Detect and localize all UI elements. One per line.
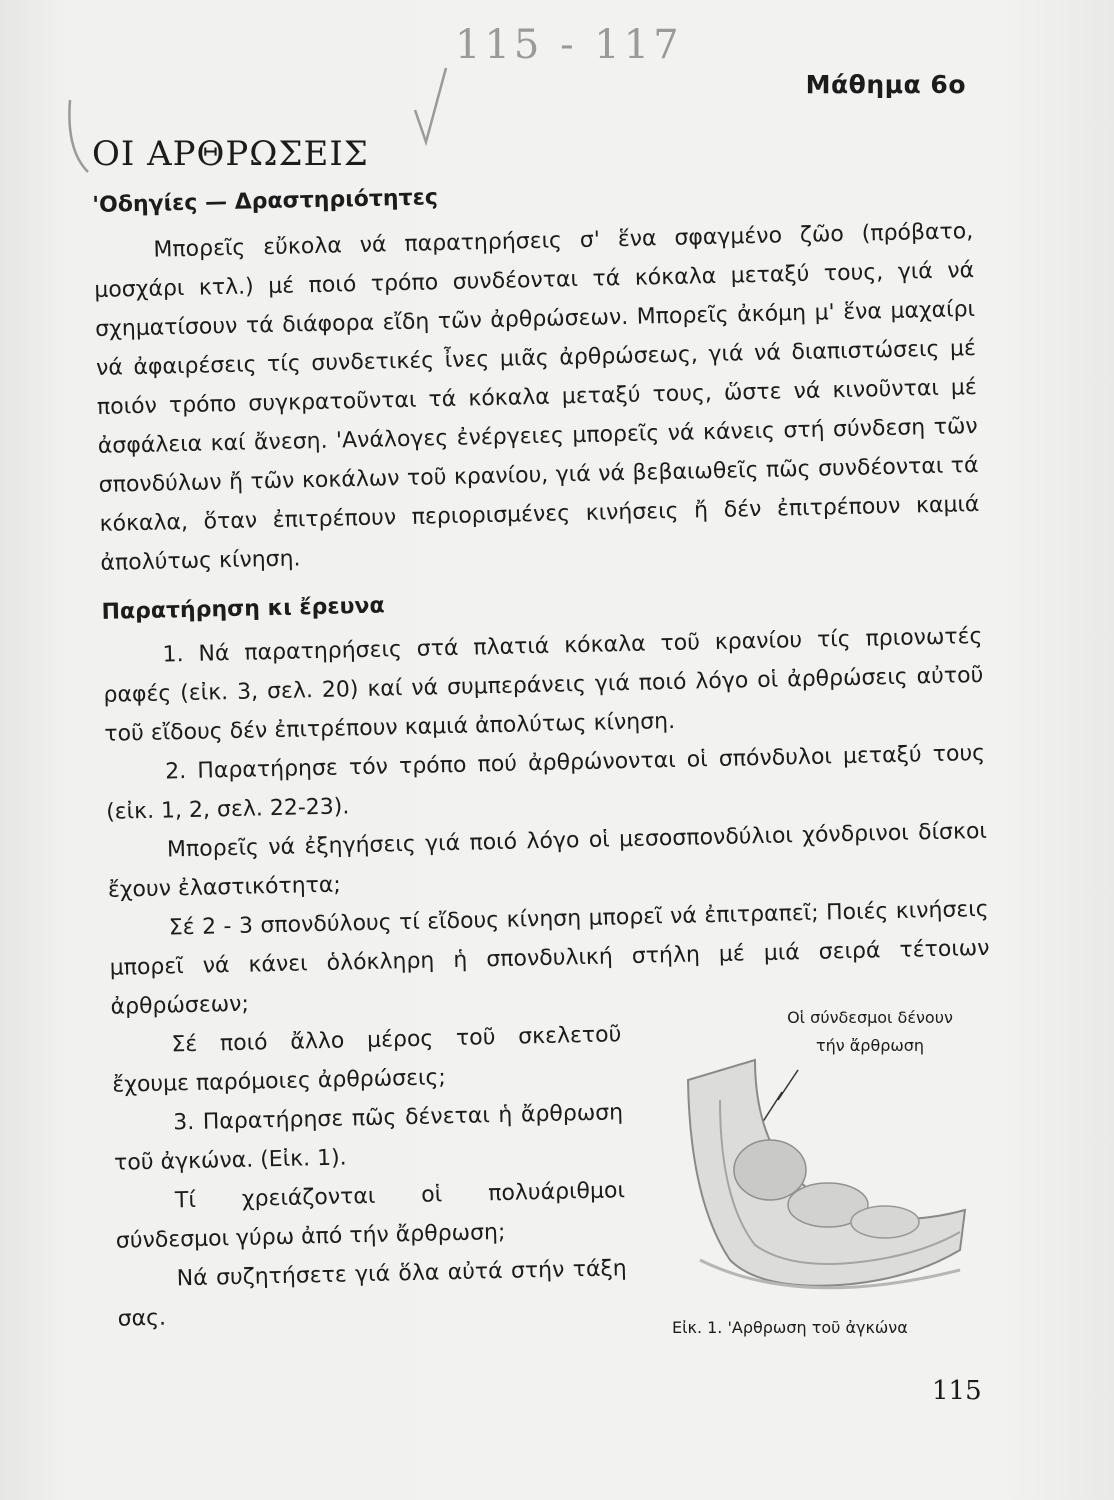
section-heading-observation: Παρατήρηση κι ἔρευνα — [101, 593, 385, 625]
observation-question: Τί χρειάζονται οἱ πολυάριθμοι σύνδεσμοι γύρω ἀπό τήν ἄρθρωση; — [115, 1178, 626, 1254]
observation-question: Σέ ποιό ἄλλο μέρος τοῦ σκελετοῦ ἔχουμε παρόμοιες ἀρθρώσεις; — [112, 1022, 622, 1098]
figure-label — [760, 1004, 980, 1060]
page-title: ΟΙ ΑΡΘΡΩΣΕΙΣ — [92, 134, 369, 174]
observation-item-1: 1. Νά παρατηρήσεις στά πλατιά κόκαλα τοῦ κρανίου τίς πριονωτές ραφές (εἰκ. 3, σελ. 20) καί νά συμπεράνεις γιά ποιό λόγο οἱ ἀρθρώσεις αὐτοῦ τοῦ εἴδους δέν ἐπιτρέπουν καμιά ἀπολύτως κίνηση. — [103, 623, 984, 747]
observation-item-2: 2. Παρατήρησε τόν τρόπο πού ἀρθρώνονται οἱ σπόνδυλοι μεταξύ τους (εἰκ. 1, 2, σελ. 22-23). — [105, 740, 986, 825]
figure-caption: Εἰκ. 1. 'Αρθρωση τοῦ ἀγκώνα — [672, 1318, 908, 1337]
section-heading-instructions: 'Οδηγίες — Δραστηριότητες — [92, 185, 439, 218]
handwritten-page-note: 115 - 117 — [455, 22, 683, 68]
page-number: 115 — [932, 1376, 982, 1406]
lesson-number: Μάθημα 6ο — [805, 70, 966, 99]
figure-label-line: Οἱ σύνδεσμοι δένουν — [787, 1008, 953, 1027]
instructions-paragraph: Μπορεῖς εὔκολα νά παρατηρήσεις σ' ἕνα σφαγμένο ζῶο (πρόβατο, μοσχάρι κτλ.) μέ ποιό τρόπο συνδέονται τά κόκαλα μεταξύ τους, γιά νά σχηματίσουν τά διάφορα εἴδη τῶν ἀρθρώσεων. Μπορεῖς ἀκόμη μ' ἕνα μαχαίρι νά ἀφαιρέσεις τίς συνδετικές ἶνες μιᾶς ἀρθρώσεως, γιά νά διαπιστώσεις μέ ποιόν τρόπο συγκρατοῦνται τά κόκαλα μεταξύ τους, ὥστε νά κινοῦνται μέ ἀσφάλεια καί ἄνεση. 'Ανάλογες ἐνέργειες μπορεῖς νά κάνεις στή σύνδεση τῶν σπονδύλων ἤ τῶν κοκάλων τοῦ κρανίου, γιά νά βεβαιωθεῖς πῶς συνδέονται τά κόκαλα, ὅταν ἐπιτρέπουν περιορισμένες κινήσεις ἤ δέν ἐπιτρέπουν καμιά ἀπολύτως κίνηση. — [94, 219, 980, 576]
observation-question: Σέ 2 - 3 σπονδύλους τί εἴδους κίνηση μπορεῖ νά ἐπιτραπεῖ; Ποιές κινήσεις μπορεῖ νά κάνει ὁλόκληρη ἡ σπονδυλική στήλη μέ μιά σειρά τέτοιων ἀρθρώσεων; — [109, 896, 990, 1020]
observation-question: Μπορεῖς νά ἐξηγήσεις γιά ποιό λόγο οἱ μεσοσπονδύλιοι χόνδρινοι δίσκοι ἔχουν ἐλαστικότητα; — [107, 818, 988, 903]
elbow-joint-figure — [660, 1000, 980, 1360]
observation-question: Νά συζητήσετε γιά ὅλα αὐτά στήν τάξη σας. — [117, 1256, 627, 1332]
observation-item-3: 3. Παρατήρησε πῶς δένεται ἡ ἄρθρωση τοῦ ἀγκώνα. (Εἰκ. 1). — [113, 1100, 624, 1176]
figure-label-line: τήν ἄρθρωση — [815, 1036, 925, 1055]
